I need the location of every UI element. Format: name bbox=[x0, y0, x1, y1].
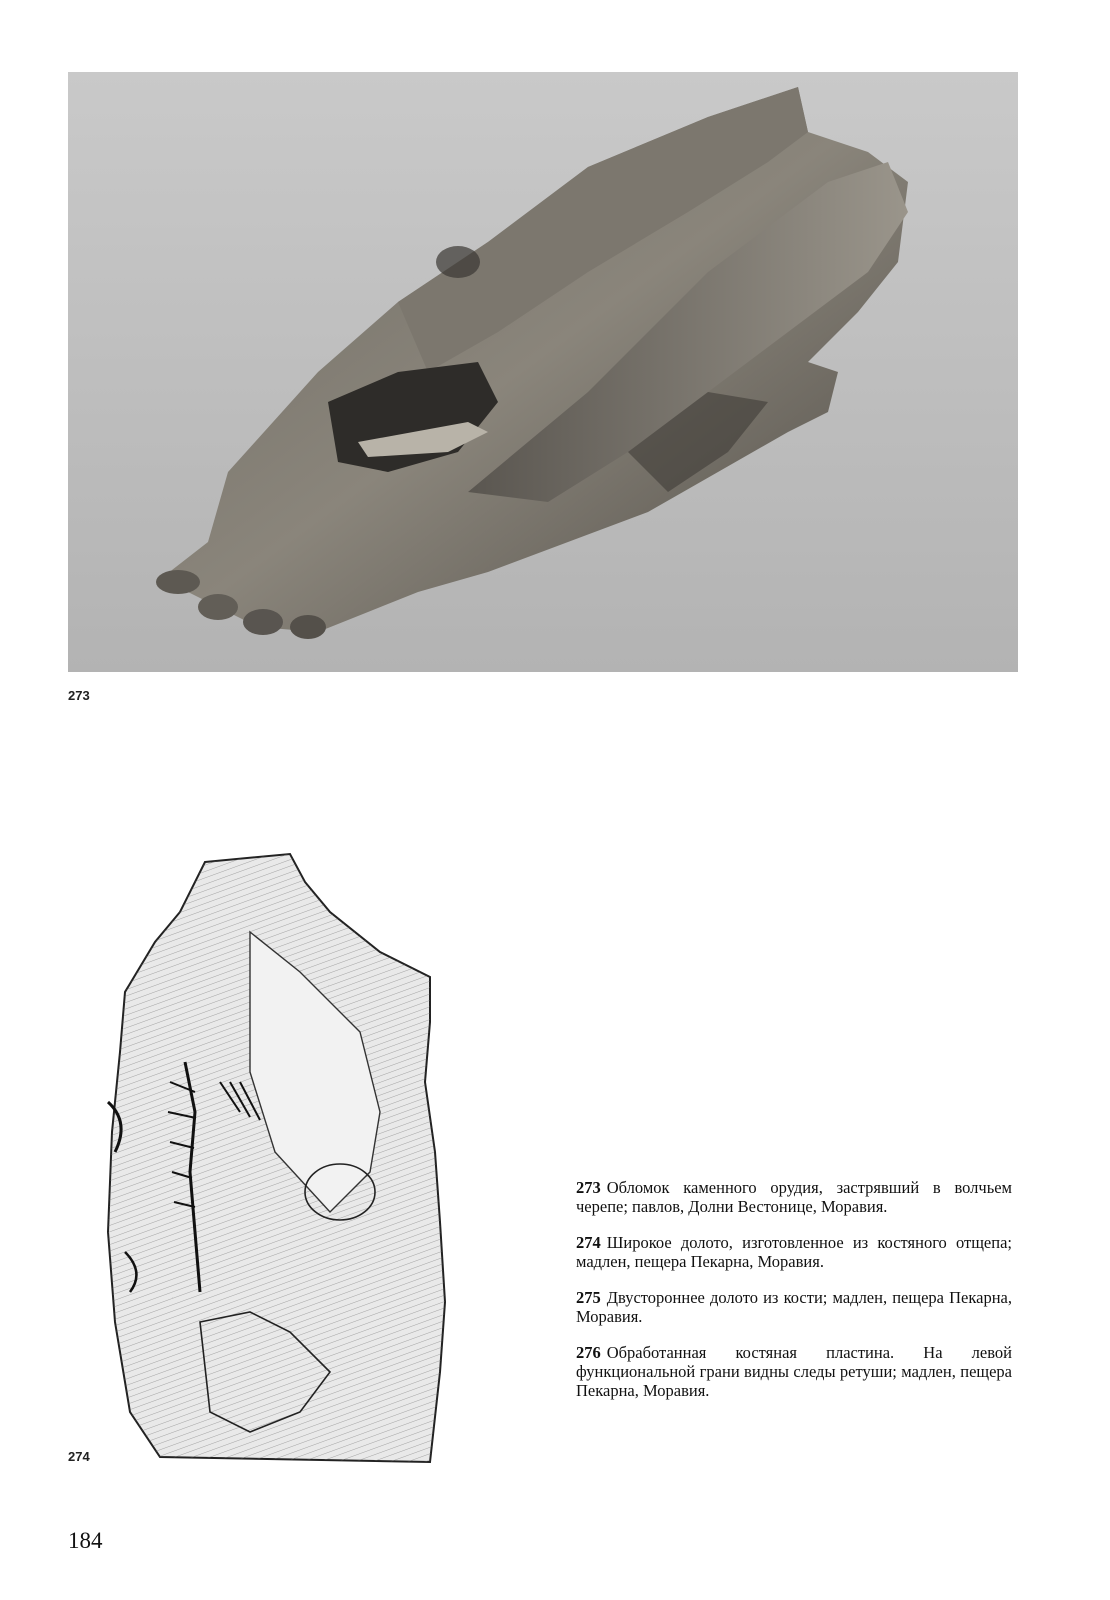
figure-274-number: 274 bbox=[68, 1449, 90, 1464]
caption-text: Широкое долото, изготовленное из костяного отщепа; мадлен, пещера Пекарна, Моравия. bbox=[576, 1233, 1012, 1271]
figure-273-number: 273 bbox=[68, 688, 90, 703]
caption-273 bbox=[576, 1178, 1012, 1216]
figure-273-photo bbox=[68, 72, 1018, 672]
caption-275 bbox=[576, 1288, 1012, 1326]
caption-text: Обработанная костяная пластина. На левой функциональной грани видны следы ретуши; мадлен, пещера Пекарна, Моравия. bbox=[576, 1343, 1012, 1400]
caption-276 bbox=[576, 1343, 1012, 1400]
caption-number: 274 bbox=[576, 1233, 601, 1252]
caption-text: Двустороннее долото из кости; мадлен, пещера Пекарна, Моравия. bbox=[576, 1288, 1012, 1326]
caption-text: Обломок каменного орудия, застрявший в волчьем черепе; павлов, Долни Вестонице, Моравия. bbox=[576, 1178, 1012, 1216]
captions-block bbox=[576, 1178, 1012, 1417]
figure-274-drawing bbox=[100, 852, 450, 1472]
page-number: 184 bbox=[68, 1528, 103, 1553]
caption-number: 273 bbox=[576, 1178, 601, 1197]
caption-274 bbox=[576, 1233, 1012, 1271]
caption-number: 275 bbox=[576, 1288, 601, 1307]
caption-number: 276 bbox=[576, 1343, 601, 1362]
